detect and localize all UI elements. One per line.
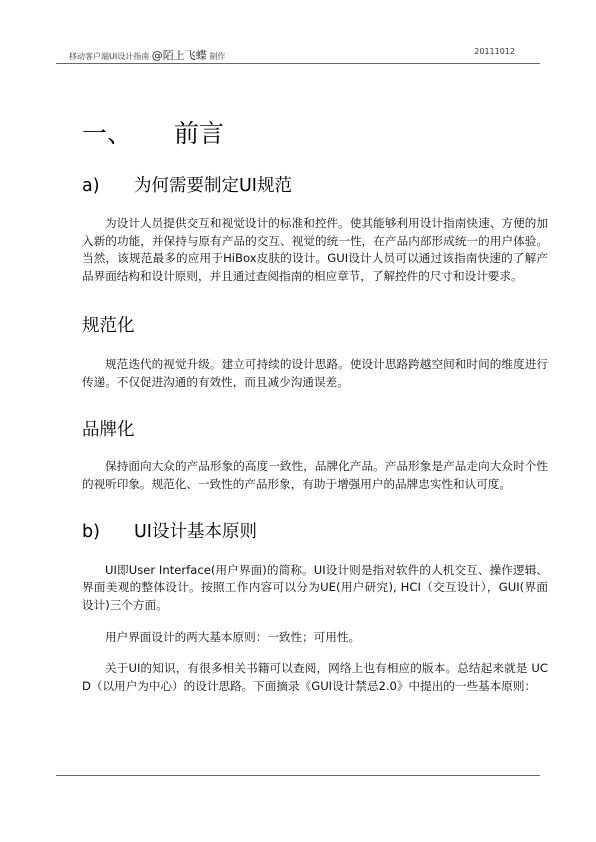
- footer-rule: [56, 775, 540, 776]
- standardization-heading: 规范化: [82, 315, 135, 336]
- header-author: @陌上飞蝶: [151, 49, 207, 62]
- section-b-title: UI设计基本原则: [134, 521, 257, 542]
- section-b-paragraph-2: 用户界面设计的两大基本原则：一致性；可用性。: [105, 629, 361, 644]
- header-date: 20111012: [474, 47, 515, 56]
- standardization-paragraph: 规范迭代的视觉升级。建立可持续的设计思路。使设计思路跨越空间和时间的维度进行传递。不仅促进沟通的有效性，而且减少沟通误差。: [82, 356, 548, 389]
- section-a-title: 为何需要制定UI规范: [134, 176, 292, 196]
- header-made-by: 制作: [209, 52, 226, 61]
- branding-paragraph: 保持面向大众的产品形象的高度一致性，品牌化产品。产品形象是产品走向大众时个性的视听印象。规范化、一致性的产品形象，有助于增强用户的品牌忠实性和认可度。: [82, 459, 548, 491]
- section-a-paragraph: 为设计人员提供交互和视觉设计的标准和控件。使其能够利用设计指南快速、方便的加入新的功能，并保持与原有产品的交互、视觉的统一性，在产品内部形成统一的用户体验。当然，该规范最多的应用于HiBox皮肤的设计。GUI设计人员可以通过该指南快速的了解产品界面结构和设计原则，并且通过查阅指南的相应章节，了解控件的尺寸和设计要求。: [82, 216, 548, 284]
- section-b-heading: [82, 518, 548, 546]
- section-a-heading: [82, 172, 548, 200]
- chapter-title: 前言: [174, 119, 225, 148]
- section-b-number: b): [82, 521, 100, 542]
- branding-heading: 品牌化: [82, 420, 135, 441]
- section-b-paragraph-3: 关于UI的知识，有很多相关书籍可以查阅，网络上也有相应的版本。总结起来就是 UCD（以用户为中心）的设计思路。下面摘录《GUI设计禁忌2.0》中提出的一些基本原则：: [82, 661, 548, 694]
- chapter-number: 一、: [82, 119, 133, 148]
- section-a-number: a): [82, 176, 100, 196]
- header-rule: [56, 63, 540, 64]
- page-header: [65, 44, 531, 60]
- header-doc-title: 移动客户端UI设计指南: [69, 52, 150, 61]
- section-b-paragraph-1: UI即User Interface(用户界面)的简称。UI设计则是指对软件的人机交互、操作逻辑、界面美观的整体设计。按照工作内容可以分为UE(用户研究), HCI（交互设计），GUI(界面设计)三个方面。: [82, 562, 548, 613]
- header-left: [69, 47, 225, 63]
- page-content: [82, 115, 548, 696]
- chapter-heading: [82, 115, 548, 153]
